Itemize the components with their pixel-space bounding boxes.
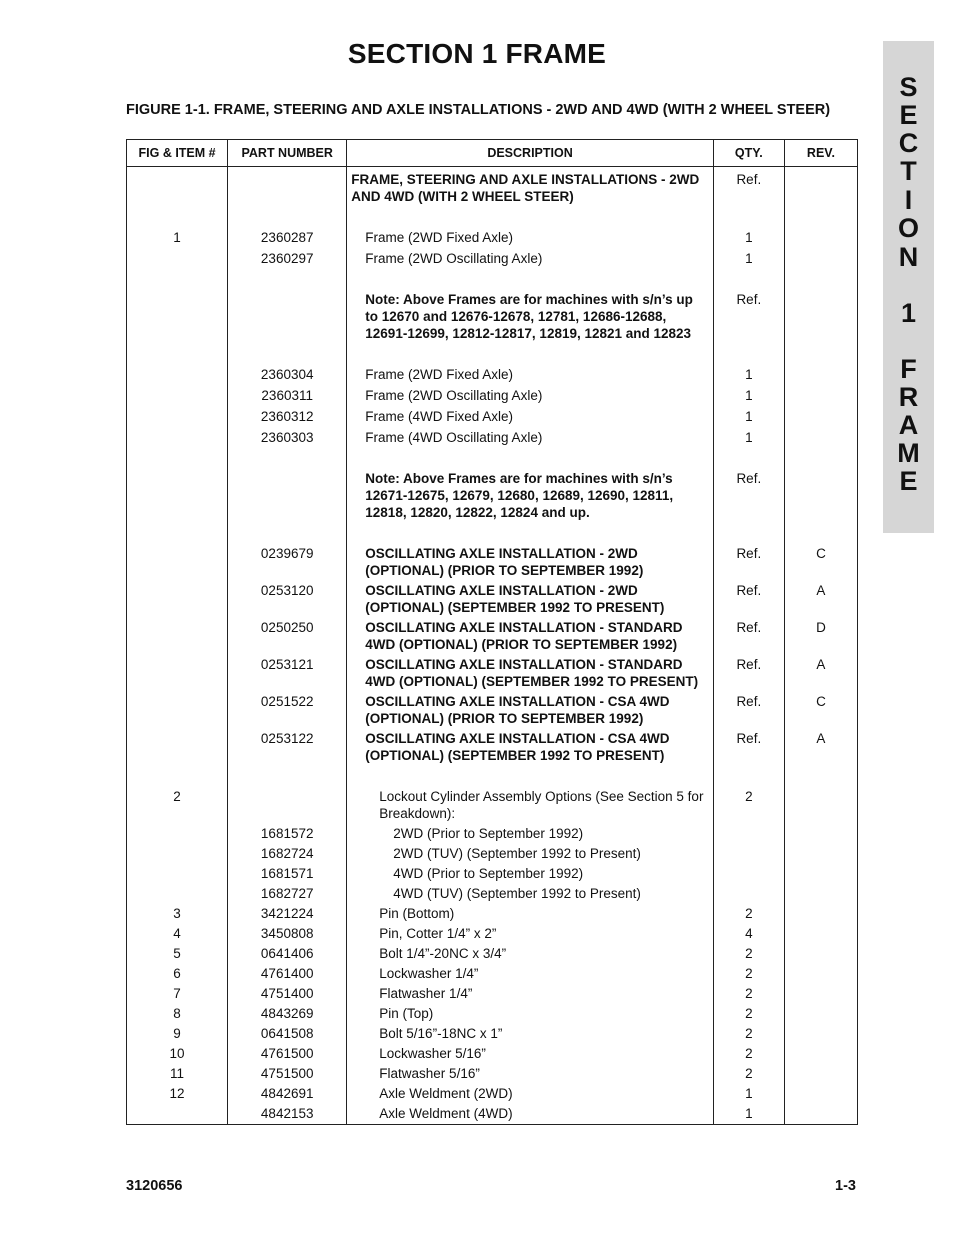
cell-fig-item <box>127 842 228 862</box>
table-row <box>127 579 858 616</box>
cell-rev <box>784 205 857 246</box>
cell-qty: 2 <box>713 942 784 962</box>
cell-rev: C <box>784 521 857 579</box>
cell-fig-item <box>127 882 228 902</box>
table-row <box>127 342 858 383</box>
cell-fig-item <box>127 653 228 690</box>
cell-rev <box>784 1102 857 1125</box>
cell-part-number: 1682724 <box>228 842 347 862</box>
cell-fig-item: 5 <box>127 942 228 962</box>
header-qty: QTY. <box>713 140 784 167</box>
cell-qty: 1 <box>713 246 784 267</box>
cell-fig-item <box>127 521 228 579</box>
cell-fig-item: 6 <box>127 962 228 982</box>
cell-description: 2WD (Prior to September 1992) <box>347 822 714 842</box>
cell-qty <box>713 822 784 842</box>
cell-rev: C <box>784 690 857 727</box>
cell-part-number: 4843269 <box>228 1002 347 1022</box>
cell-fig-item: 8 <box>127 1002 228 1022</box>
cell-qty: Ref. <box>713 267 784 342</box>
cell-part-number: 2360304 <box>228 342 347 383</box>
table-row <box>127 982 858 1002</box>
cell-part-number: 2360311 <box>228 383 347 404</box>
table-row <box>127 267 858 342</box>
cell-rev: D <box>784 616 857 653</box>
table-row <box>127 425 858 446</box>
document-number: 3120656 <box>126 1178 183 1194</box>
table-row <box>127 653 858 690</box>
cell-rev <box>784 902 857 922</box>
cell-description: OSCILLATING AXLE INSTALLATION - CSA 4WD (OPTIONAL) (SEPTEMBER 1992 TO PRESENT) <box>347 727 714 764</box>
table-row <box>127 446 858 521</box>
cell-part-number: 4751500 <box>228 1062 347 1082</box>
table-row <box>127 922 858 942</box>
cell-rev <box>784 267 857 342</box>
cell-qty: 2 <box>713 1002 784 1022</box>
side-tab-letter: E <box>899 100 918 130</box>
cell-part-number <box>228 446 347 521</box>
cell-part-number <box>228 167 347 206</box>
page-number: 1-3 <box>835 1178 856 1194</box>
cell-rev: A <box>784 727 857 764</box>
header-rev: REV. <box>784 140 857 167</box>
cell-description: OSCILLATING AXLE INSTALLATION - CSA 4WD (OPTIONAL) (PRIOR TO SEPTEMBER 1992) <box>347 690 714 727</box>
cell-description: OSCILLATING AXLE INSTALLATION - 2WD (OPTIONAL) (PRIOR TO SEPTEMBER 1992) <box>347 521 714 579</box>
section-title: SECTION 1 FRAME <box>347 38 607 69</box>
cell-description: OSCILLATING AXLE INSTALLATION - STANDARD 4WD (OPTIONAL) (PRIOR TO SEPTEMBER 1992) <box>347 616 714 653</box>
table-row <box>127 822 858 842</box>
cell-rev <box>784 764 857 822</box>
cell-qty: Ref. <box>713 167 784 206</box>
cell-part-number <box>228 267 347 342</box>
cell-part-number: 1681571 <box>228 862 347 882</box>
table-row <box>127 842 858 862</box>
table-row <box>127 404 858 425</box>
cell-qty: Ref. <box>713 653 784 690</box>
cell-qty: 1 <box>713 1102 784 1125</box>
cell-description: OSCILLATING AXLE INSTALLATION - STANDARD 4WD (OPTIONAL) (SEPTEMBER 1992 TO PRESENT) <box>347 653 714 690</box>
cell-part-number: 4761400 <box>228 962 347 982</box>
cell-fig-item: 7 <box>127 982 228 1002</box>
side-tab-letter: F <box>900 354 917 384</box>
cell-part-number: 0253122 <box>228 727 347 764</box>
cell-fig-item <box>127 267 228 342</box>
parts-table <box>126 139 858 1125</box>
table-row <box>127 1102 858 1125</box>
cell-rev <box>784 246 857 267</box>
parts-table-body <box>127 167 858 1125</box>
cell-description: Axle Weldment (2WD) <box>347 1082 714 1102</box>
table-row <box>127 167 858 206</box>
cell-description: 4WD (Prior to September 1992) <box>347 862 714 882</box>
cell-rev <box>784 425 857 446</box>
table-header-row <box>127 140 858 167</box>
cell-description: 2WD (TUV) (September 1992 to Present) <box>347 842 714 862</box>
cell-fig-item <box>127 167 228 206</box>
cell-part-number: 2360312 <box>228 404 347 425</box>
side-tab-letter: 1 <box>900 298 917 328</box>
cell-part-number: 0251522 <box>228 690 347 727</box>
table-row <box>127 942 858 962</box>
side-tab-letter: O <box>897 213 919 243</box>
cell-qty <box>713 842 784 862</box>
side-tab-letter: R <box>898 382 919 412</box>
cell-qty: Ref. <box>713 579 784 616</box>
cell-qty: Ref. <box>713 690 784 727</box>
cell-qty: Ref. <box>713 616 784 653</box>
table-row <box>127 862 858 882</box>
header-description: DESCRIPTION <box>347 140 714 167</box>
cell-description: Frame (2WD Fixed Axle) <box>347 205 714 246</box>
cell-part-number: 0253120 <box>228 579 347 616</box>
side-tab-letter: I <box>904 185 913 215</box>
table-row <box>127 1042 858 1062</box>
table-row <box>127 1082 858 1102</box>
cell-part-number: 0641508 <box>228 1022 347 1042</box>
cell-description: Frame (2WD Oscillating Axle) <box>347 383 714 404</box>
cell-description: Frame (4WD Fixed Axle) <box>347 404 714 425</box>
cell-qty: Ref. <box>713 727 784 764</box>
cell-qty: 1 <box>713 205 784 246</box>
cell-part-number: 4761500 <box>228 1042 347 1062</box>
cell-part-number: 3450808 <box>228 922 347 942</box>
table-row <box>127 690 858 727</box>
cell-part-number: 2360287 <box>228 205 347 246</box>
side-tab-letter: C <box>898 128 919 158</box>
cell-part-number: 0641406 <box>228 942 347 962</box>
cell-part-number: 2360297 <box>228 246 347 267</box>
cell-fig-item <box>127 822 228 842</box>
cell-part-number: 0253121 <box>228 653 347 690</box>
table-row <box>127 383 858 404</box>
table-row <box>127 521 858 579</box>
cell-rev <box>784 882 857 902</box>
cell-rev <box>784 383 857 404</box>
cell-part-number: 4842691 <box>228 1082 347 1102</box>
cell-qty: 1 <box>713 342 784 383</box>
cell-description: Frame (4WD Oscillating Axle) <box>347 425 714 446</box>
cell-fig-item <box>127 383 228 404</box>
cell-qty: Ref. <box>713 521 784 579</box>
table-row <box>127 616 858 653</box>
cell-description: Lockwasher 1/4” <box>347 962 714 982</box>
table-row <box>127 246 858 267</box>
cell-rev <box>784 922 857 942</box>
cell-rev: A <box>784 579 857 616</box>
cell-part-number <box>228 764 347 822</box>
cell-fig-item <box>127 862 228 882</box>
cell-description: Note: Above Frames are for machines with s/n’s 12671-12675, 12679, 12680, 12689, 12690, 12811, 12818, 12820, 12822, 12824 and up. <box>347 446 714 521</box>
cell-qty: 2 <box>713 982 784 1002</box>
cell-part-number: 0239679 <box>228 521 347 579</box>
cell-fig-item <box>127 616 228 653</box>
header-fig-item: FIG & ITEM # <box>127 140 228 167</box>
cell-fig-item <box>127 246 228 267</box>
side-tab-letter: A <box>898 410 919 440</box>
cell-fig-item <box>127 425 228 446</box>
cell-qty: 2 <box>713 962 784 982</box>
table-row <box>127 205 858 246</box>
cell-description: FRAME, STEERING AND AXLE INSTALLATIONS - 2WD AND 4WD (WITH 2 WHEEL STEER) <box>347 167 714 206</box>
cell-qty: 4 <box>713 922 784 942</box>
cell-rev: A <box>784 653 857 690</box>
table-row <box>127 1062 858 1082</box>
cell-qty: 2 <box>713 764 784 822</box>
cell-qty: 2 <box>713 902 784 922</box>
table-row <box>127 1022 858 1042</box>
cell-rev <box>784 822 857 842</box>
cell-qty: 1 <box>713 383 784 404</box>
table-row <box>127 882 858 902</box>
cell-qty: 1 <box>713 404 784 425</box>
cell-rev <box>784 1042 857 1062</box>
cell-description: 4WD (TUV) (September 1992 to Present) <box>347 882 714 902</box>
cell-fig-item <box>127 579 228 616</box>
cell-description: Flatwasher 1/4” <box>347 982 714 1002</box>
cell-description: Note: Above Frames are for machines with s/n’s up to 12670 and 12676-12678, 12781, 12686-12688, 12691-12699, 12812-12817, 12819, 12821 and 12823 <box>347 267 714 342</box>
cell-part-number: 0250250 <box>228 616 347 653</box>
cell-qty: 2 <box>713 1042 784 1062</box>
cell-fig-item: 1 <box>127 205 228 246</box>
cell-rev <box>784 962 857 982</box>
side-tab-letter: E <box>899 466 918 496</box>
cell-description: Lockwasher 5/16” <box>347 1042 714 1062</box>
cell-description: Pin, Cotter 1/4” x 2” <box>347 922 714 942</box>
cell-fig-item <box>127 1102 228 1125</box>
cell-qty: 2 <box>713 1022 784 1042</box>
cell-description: Bolt 1/4”-20NC x 3/4” <box>347 942 714 962</box>
cell-fig-item: 2 <box>127 764 228 822</box>
cell-qty: Ref. <box>713 446 784 521</box>
cell-rev <box>784 446 857 521</box>
cell-fig-item: 3 <box>127 902 228 922</box>
cell-qty <box>713 882 784 902</box>
cell-rev <box>784 1062 857 1082</box>
cell-rev <box>784 167 857 206</box>
cell-part-number: 4842153 <box>228 1102 347 1125</box>
cell-rev <box>784 982 857 1002</box>
section-side-tab <box>883 41 934 533</box>
cell-fig-item <box>127 342 228 383</box>
cell-fig-item <box>127 690 228 727</box>
cell-rev <box>784 342 857 383</box>
cell-part-number: 2360303 <box>228 425 347 446</box>
cell-description: Bolt 5/16”-18NC x 1” <box>347 1022 714 1042</box>
table-row <box>127 1002 858 1022</box>
header-part-number: PART NUMBER <box>228 140 347 167</box>
cell-description: Flatwasher 5/16” <box>347 1062 714 1082</box>
cell-description: Frame (2WD Fixed Axle) <box>347 342 714 383</box>
cell-qty <box>713 862 784 882</box>
cell-rev <box>784 842 857 862</box>
cell-part-number: 1682727 <box>228 882 347 902</box>
side-tab-letter: N <box>898 242 919 272</box>
figure-title: FIGURE 1-1. FRAME, STEERING AND AXLE INSTALLATIONS - 2WD AND 4WD (WITH 2 WHEEL STEER) <box>126 102 831 118</box>
table-row <box>127 727 858 764</box>
cell-fig-item <box>127 404 228 425</box>
cell-rev <box>784 1002 857 1022</box>
cell-fig-item <box>127 446 228 521</box>
cell-fig-item: 10 <box>127 1042 228 1062</box>
cell-rev <box>784 1022 857 1042</box>
cell-description: Axle Weldment (4WD) <box>347 1102 714 1125</box>
cell-description: Pin (Top) <box>347 1002 714 1022</box>
cell-rev <box>784 404 857 425</box>
table-row <box>127 902 858 922</box>
cell-description: OSCILLATING AXLE INSTALLATION - 2WD (OPTIONAL) (SEPTEMBER 1992 TO PRESENT) <box>347 579 714 616</box>
cell-fig-item: 4 <box>127 922 228 942</box>
cell-rev <box>784 1082 857 1102</box>
cell-part-number: 1681572 <box>228 822 347 842</box>
cell-description: Frame (2WD Oscillating Axle) <box>347 246 714 267</box>
side-tab-letter: T <box>900 156 917 186</box>
cell-qty: 2 <box>713 1062 784 1082</box>
side-tab-letter: M <box>897 438 920 468</box>
cell-fig-item <box>127 727 228 764</box>
cell-fig-item: 11 <box>127 1062 228 1082</box>
cell-qty: 1 <box>713 425 784 446</box>
cell-fig-item: 9 <box>127 1022 228 1042</box>
table-row <box>127 962 858 982</box>
cell-fig-item: 12 <box>127 1082 228 1102</box>
side-tab-letter: S <box>899 72 918 102</box>
cell-rev <box>784 862 857 882</box>
cell-qty: 1 <box>713 1082 784 1102</box>
table-row <box>127 764 858 822</box>
cell-part-number: 4751400 <box>228 982 347 1002</box>
cell-description: Lockout Cylinder Assembly Options (See Section 5 for Breakdown): <box>347 764 714 822</box>
cell-description: Pin (Bottom) <box>347 902 714 922</box>
cell-rev <box>784 942 857 962</box>
cell-part-number: 3421224 <box>228 902 347 922</box>
